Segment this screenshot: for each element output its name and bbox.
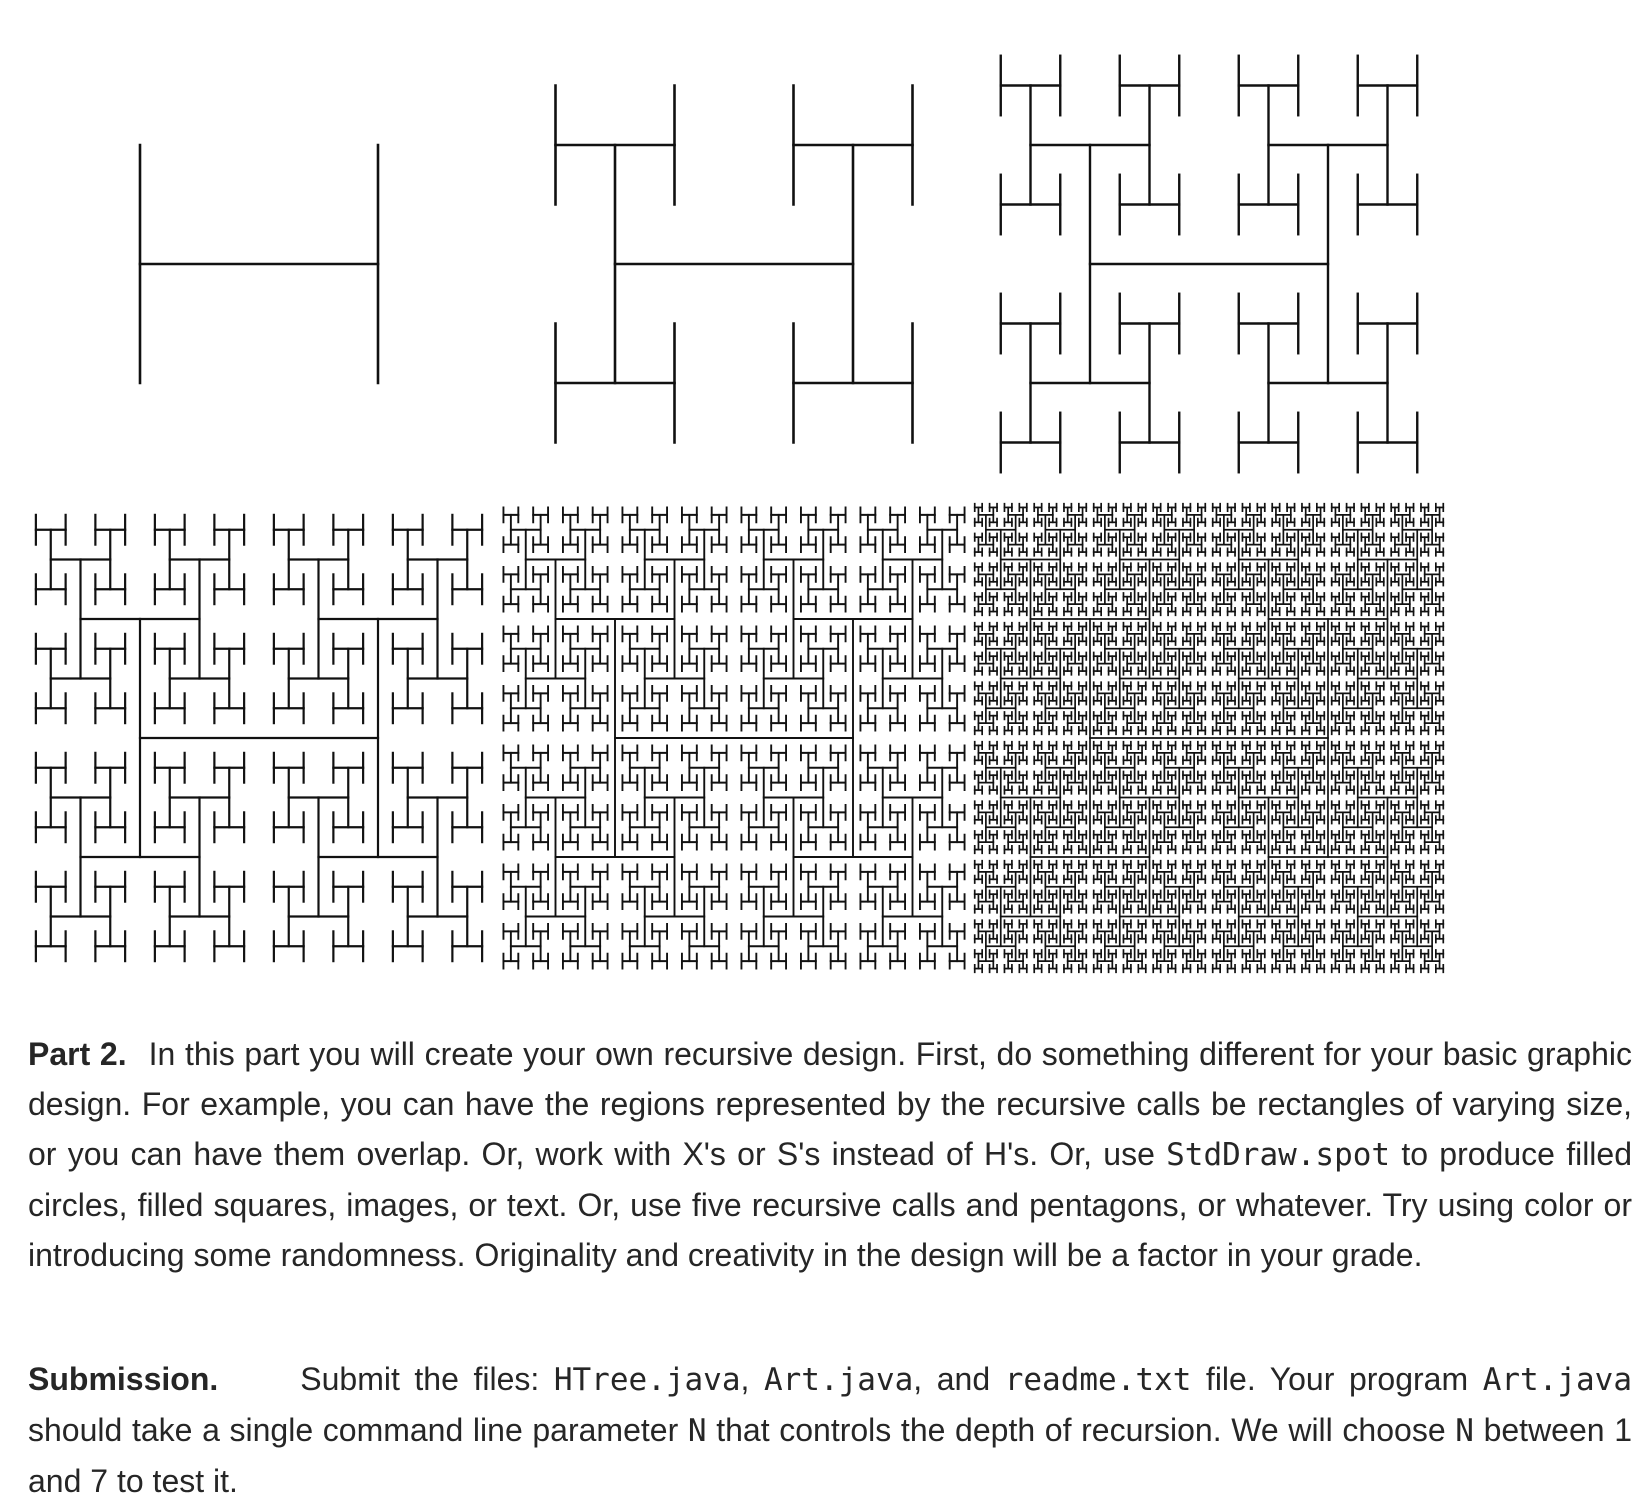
htree-order-3 <box>1001 56 1418 473</box>
htree-order-4 <box>36 515 482 961</box>
htree-order-1 <box>140 145 378 383</box>
htree-order-6 <box>975 504 1444 973</box>
htree-order-5 <box>503 507 964 968</box>
htree-order-2 <box>556 86 913 443</box>
